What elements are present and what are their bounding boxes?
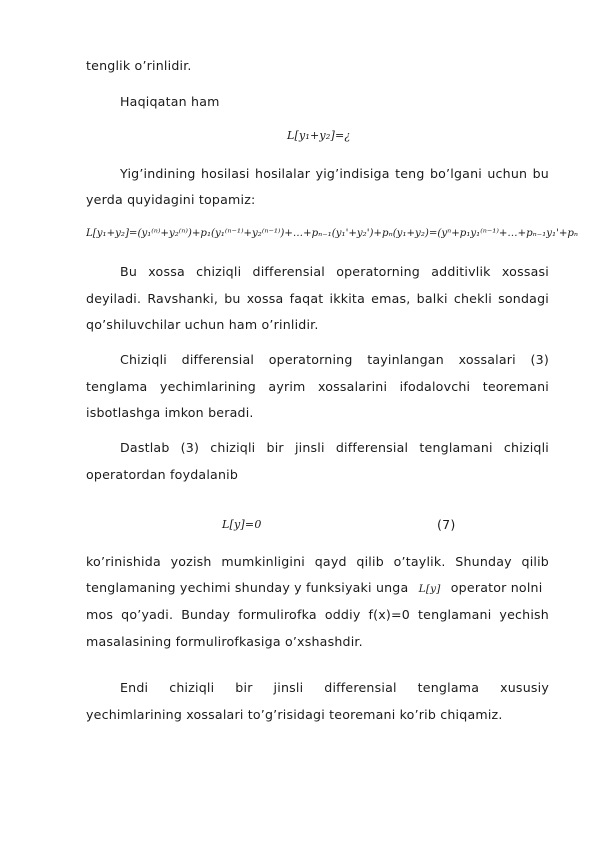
equation-number: (7) bbox=[437, 517, 456, 532]
formula-equation-7: L[y]=0 bbox=[222, 518, 262, 531]
text-line: qo’shiluvchilar uchun ham o’rinlidir. bbox=[86, 317, 319, 332]
text-line: yerda quyidagini topamiz: bbox=[86, 192, 256, 207]
inline-formula: L[y] bbox=[418, 583, 441, 595]
text-line: yechimlarining xossalari to’g’risidagi teoremani ko’rib chiqamiz. bbox=[86, 707, 503, 722]
text-line-with-inline-math bbox=[86, 580, 549, 595]
text-line: Bu xossa chiziqli differensial operatorning additivlik xossasi bbox=[120, 264, 549, 279]
text-segment: tenglamaning yechimi shunday y funksiyaki unga bbox=[86, 580, 409, 595]
text-line: Dastlab (3) chiziqli bir jinsli differensial tenglamani chiziqli bbox=[120, 440, 549, 455]
text-line: Yig’indining hosilasi hosilalar yig’indisiga teng bo’lgani uchun bu bbox=[120, 166, 549, 181]
text-segment: operator nolni bbox=[450, 580, 543, 595]
text-line: tenglama yechimlarining ayrim xossalarini ifodalovchi teoremani bbox=[86, 379, 549, 394]
text-line: Endi chiziqli bir jinsli differensial tenglama xususiy bbox=[120, 680, 549, 695]
text-line: ko’rinishida yozish mumkinligini qayd qilib o’taylik. Shunday qilib bbox=[86, 554, 549, 569]
text-line: tenglik o’rinlidir. bbox=[86, 58, 192, 73]
formula-additivity-start: L[y₁+y₂]=¿ bbox=[287, 129, 351, 142]
formula-derivative-expansion: L[y₁+y₂]=(y₁⁽ⁿ⁾+y₂⁽ⁿ⁾)+p₁(y₁⁽ⁿ⁻¹⁾+y₂⁽ⁿ⁻¹⁾)+…+pₙ₋₁(y₁'+y₂')+pₙ(y₁+y₂)=(yⁿ+p₁y₁⁽ⁿ⁻¹⁾+…+pₙ₋₁y₁'+pₙ bbox=[86, 228, 579, 239]
text-line: mos qo’yadi. Bunday formulirofka oddiy f(x)=0 tenglamani yechish bbox=[86, 607, 549, 622]
text-line: Haqiqatan ham bbox=[120, 94, 220, 109]
text-line: masalasining formulirofkasiga o’xshashdir. bbox=[86, 634, 363, 649]
text-line: isbotlashga imkon beradi. bbox=[86, 405, 254, 420]
text-line: deyiladi. Ravshanki, bu xossa faqat ikkita emas, balki chekli sondagi bbox=[86, 291, 549, 306]
text-line: Chiziqli differensial operatorning tayinlangan xossalari (3) bbox=[120, 352, 549, 367]
text-line: operatordan foydalanib bbox=[86, 467, 239, 482]
